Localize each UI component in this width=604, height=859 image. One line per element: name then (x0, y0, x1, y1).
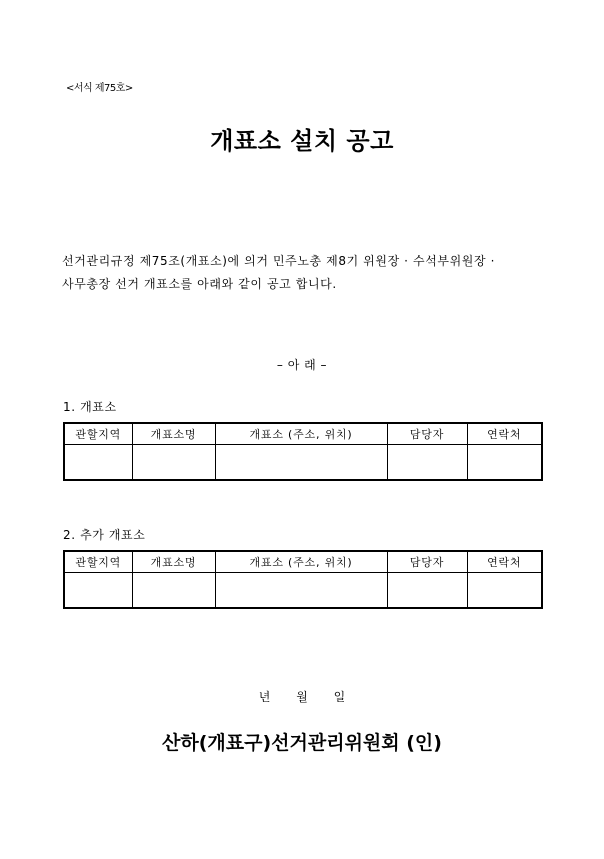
section-2-heading: 2. 추가 개표소 (63, 528, 146, 542)
col-contact: 연락처 (467, 551, 542, 573)
table-row (64, 445, 542, 481)
additional-counting-station-table (63, 550, 543, 609)
section-1-heading: 1. 개표소 (63, 400, 117, 414)
col-station-name: 개표소명 (132, 551, 215, 573)
table-cell (132, 573, 215, 609)
body-line-1: 선거관리규정 제75조(개표소)에 의거 민주노총 제8기 위원장 · 수석부위원장 · (62, 254, 495, 268)
table-cell (64, 573, 132, 609)
table-cell (387, 445, 467, 481)
counting-station-table (63, 422, 543, 481)
table-cell (64, 445, 132, 481)
table-cell (132, 445, 215, 481)
form-number: <서식 제75호> (66, 83, 133, 94)
table-cell (467, 573, 542, 609)
table-cell (215, 573, 387, 609)
announcement-body (62, 250, 495, 296)
col-manager: 담당자 (387, 551, 467, 573)
table-header-row (64, 423, 542, 445)
date-line: 년 월 일 (258, 690, 346, 704)
signer: 산하(개표구)선거관리위원회 (인) (162, 732, 442, 754)
col-region: 관할지역 (64, 423, 132, 445)
col-contact: 연락처 (467, 423, 542, 445)
col-station-name: 개표소명 (132, 423, 215, 445)
table-cell (387, 573, 467, 609)
table-cell (215, 445, 387, 481)
table-row (64, 573, 542, 609)
table-cell (467, 445, 542, 481)
body-line-2: 사무총장 선거 개표소를 아래와 같이 공고 합니다. (62, 277, 337, 291)
page-title: 개표소 설치 공고 (210, 127, 394, 155)
col-manager: 담당자 (387, 423, 467, 445)
table-header-row (64, 551, 542, 573)
note-heading: – 아 래 – (276, 358, 328, 372)
col-address: 개표소 (주소, 위치) (215, 423, 387, 445)
col-region: 관할지역 (64, 551, 132, 573)
col-address: 개표소 (주소, 위치) (215, 551, 387, 573)
